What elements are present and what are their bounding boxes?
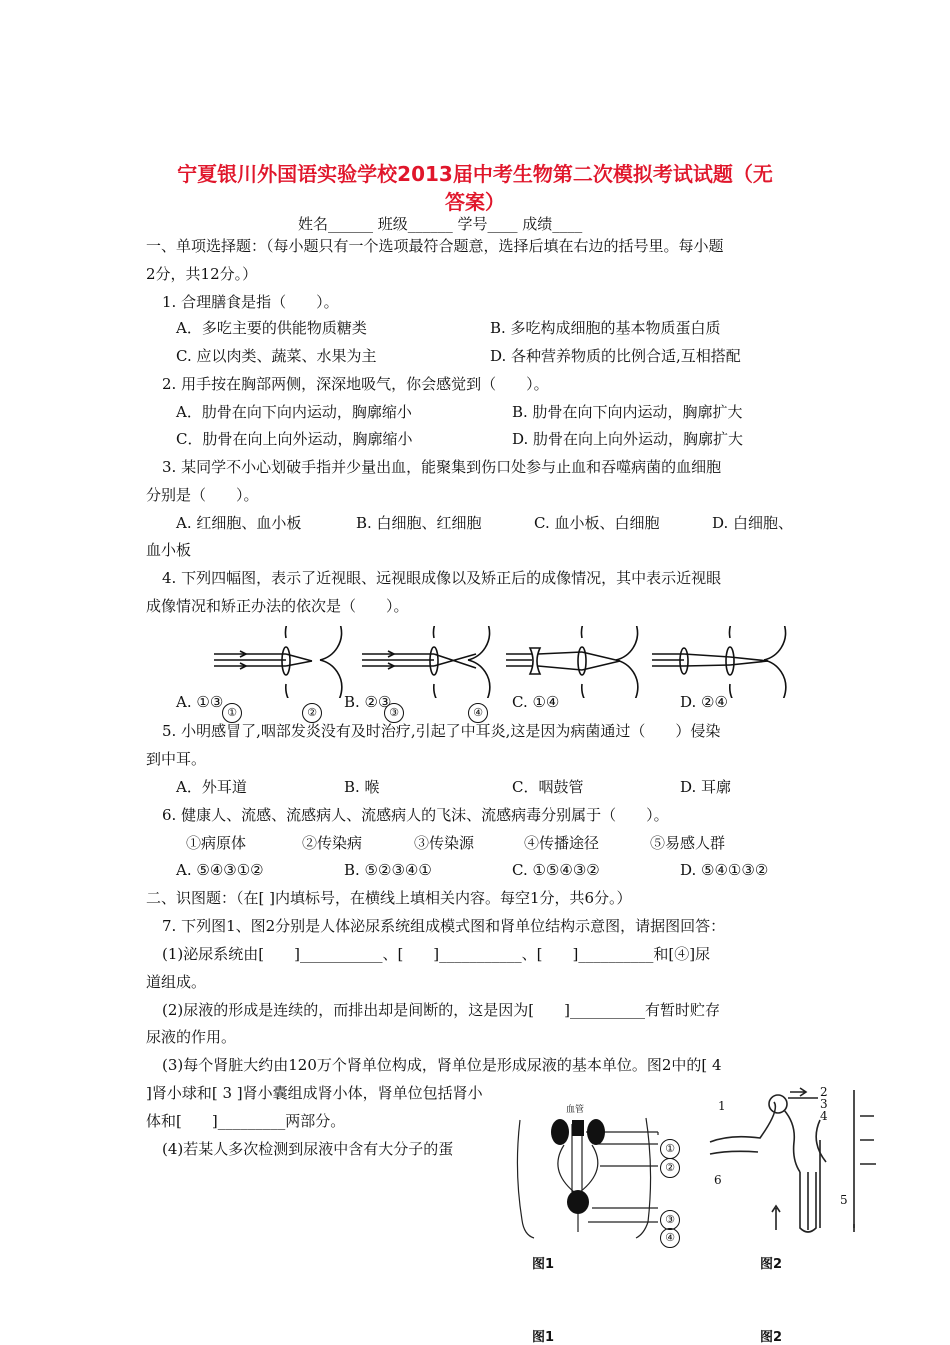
q5-option-b: B. 喉 [344,778,380,796]
fig2-label-1: 1 [718,1099,726,1113]
q6-stem: 6. 健康人、流感、流感病人、流感病人的飞沫、流感病毒分别属于（ ）。 [162,806,669,824]
q6-option-b: B. ⑤②③④① [344,861,432,879]
fig2-label-2: 2 [820,1085,828,1099]
q7-part3: (3)每个肾脏大约由120万个肾单位构成，肾单位是形成尿液的基本单位。图2中的[ 4 [162,1056,722,1074]
q4-option-b: B. ②③ [344,693,392,711]
q3-option-d: D. 白细胞、 [712,514,794,532]
q2-option-b: B. 肋骨在向下向内运动，胸廓扩大 [512,403,743,421]
q6-item-5: ⑤易感人群 [650,834,726,852]
fig1-num-1: ① [660,1139,680,1159]
nephron-figure [700,1080,900,1240]
fig1-num-4: ④ [660,1228,680,1248]
fig2-label-3: 3 [820,1097,828,1111]
q1-option-d: D. 各种营养物质的比例合适,互相搭配 [490,347,741,365]
q3-stem-cont: 分别是（ ）。 [146,486,259,504]
figure1-caption: 图1 [532,1257,555,1272]
q3-option-d-cont: 血小板 [146,541,192,559]
q4-option-d: D. ②④ [680,693,728,711]
q6-item-2: ②传染病 [302,834,363,852]
eye-label-3: ③ [384,703,404,723]
eye-diagram-1 [214,626,342,698]
fig2-label-6: 6 [714,1173,722,1187]
q4-stem-cont: 成像情况和矫正办法的依次是（ ）。 [146,597,409,615]
q6-option-a: A. ⑤④③①② [176,861,264,879]
q4-option-c: C. ①④ [512,693,560,711]
q1-option-c: C. 应以肉类、蔬菜、水果为主 [176,347,377,365]
figure2-caption-duplicate: 图2 [760,1330,783,1345]
eye-label-4: ④ [468,703,488,723]
q5-option-a: A．外耳道 [176,778,247,796]
eye-diagram-3 [506,626,638,698]
q7-part4: (4)若某人多次检测到尿液中含有大分子的蛋 [162,1140,454,1158]
section2-header: 二、识图题：（在[ ]内填标号，在横线上填相关内容。每空1分，共6分。） [146,889,632,907]
q6-item-4: ④传播途径 [524,834,600,852]
q2-option-c: C．肋骨在向上向外运动，胸廓缩小 [176,430,413,448]
q7-part2: (2)尿液的形成是连续的，而排出却是间断的，这是因为[ ]__________有暂时贮存 [162,1001,720,1019]
fig2-label-5: 5 [840,1193,848,1207]
q6-option-d: D. ⑤④①③② [680,861,769,879]
q7-part3-cont2: 体和[ ]_________两部分。 [146,1112,346,1130]
q6-item-1: ①病原体 [186,834,247,852]
q1-option-b: B. 多吃构成细胞的基本物质蛋白质 [490,319,721,337]
q2-stem: 2. 用手按在胸部两侧，深深地吸气，你会感觉到（ ）。 [162,375,549,393]
exam-title-line2: 答案） [445,190,505,214]
q1-stem: 1. 合理膳食是指（ ）。 [162,293,339,311]
eye-label-1: ① [222,703,242,723]
q3-option-a: A. 红细胞、血小板 [176,514,302,532]
q4-option-a: A. ①③ [176,693,224,711]
q7-part2-cont: 尿液的作用。 [146,1028,237,1046]
q1-option-a: A．多吃主要的供能物质糖类 [176,319,367,337]
fig1-vessel-label: 血管 [566,1105,585,1115]
figure2-caption: 图2 [760,1257,783,1272]
q4-stem: 4. 下列四幅图，表示了近视眼、远视眼成像以及矫正后的成像情况，其中表示近视眼 [162,569,722,587]
q6-option-c: C. ①⑤④③② [512,861,600,879]
q2-option-a: A．肋骨在向下向内运动，胸廓缩小 [176,403,412,421]
q5-option-d: D. 耳廓 [680,778,732,796]
figure1-caption-duplicate: 图1 [532,1330,555,1345]
fig1-num-3: ③ [660,1210,680,1230]
q2-option-d: D. 肋骨在向上向外运动，胸廓扩大 [512,430,744,448]
q3-stem: 3. 某同学不小心划破手指并少量出血，能聚集到伤口处参与止血和吞噬病菌的血细胞 [162,458,722,476]
q6-item-3: ③传染源 [414,834,475,852]
eye-diagram-2 [362,626,490,698]
section1-header: 一、单项选择题：（每小题只有一个选项最符合题意，选择后填在右边的括号里。每小题 [146,237,724,255]
q7-stem: 7. 下列图1、图2分别是人体泌尿系统组成模式图和肾单位结构示意图，请据图回答： [162,917,726,935]
section1-header-cont: 2分，共12分。） [146,265,258,283]
q3-option-b: B. 白细胞、红细胞 [356,514,482,532]
q5-option-c: C．咽鼓管 [512,778,584,796]
q5-stem-cont: 到中耳。 [146,750,207,768]
eye-diagrams [200,626,800,698]
q7-part1: (1)泌尿系统由[ ]___________、[ ]___________、[ ]__________和[④]尿 [162,945,711,963]
fig2-label-4: 4 [820,1109,828,1123]
q5-stem: 5. 小明感冒了,咽部发炎没有及时治疗,引起了中耳炎,这是因为病菌通过（ ）侵染 [162,722,721,740]
student-info-line: 姓名______ 班级______ 学号____ 成绩____ [298,215,583,233]
q7-part1-cont: 道组成。 [146,973,207,991]
exam-title-line1: 宁夏银川外国语实验学校2013届中考生物第二次模拟考试试题（无 [177,162,773,186]
q7-part3-cont: ]肾小球和[ 3 ]肾小囊组成肾小体，肾单位包括肾小 [146,1084,483,1102]
eye-label-2: ② [302,703,322,723]
fig1-num-2: ② [660,1158,680,1178]
q3-option-c: C. 血小板、白细胞 [534,514,660,532]
eye-diagram-4 [652,626,786,698]
